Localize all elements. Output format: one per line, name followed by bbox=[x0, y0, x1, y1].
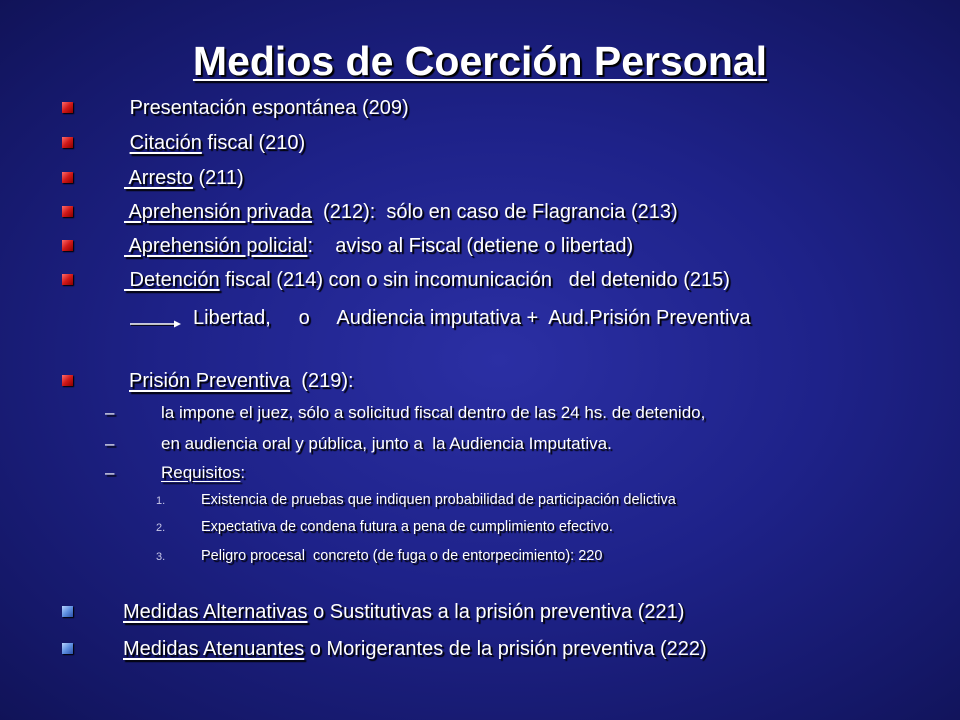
item-arresto: Arresto (211) bbox=[124, 167, 244, 189]
red-square-bullet-icon bbox=[62, 102, 73, 113]
red-square-bullet-icon bbox=[62, 240, 73, 251]
item-prision-preventiva: Prisión Preventiva (219): bbox=[129, 370, 354, 392]
item-medidas-alternativas: Medidas Alternativas o Sustitutivas a la prisión preventiva (221) bbox=[123, 601, 685, 623]
list-number: 1. bbox=[156, 495, 166, 507]
sub-item-juez: la impone el juez, sólo a solicitud fiscal dentro de las 24 hs. de detenido, bbox=[161, 403, 706, 422]
sub-item-requisitos: Requisitos: bbox=[161, 463, 246, 482]
item-medidas-atenuantes: Medidas Atenuantes o Morigerantes de la prisión preventiva (222) bbox=[123, 638, 707, 660]
list-number: 3. bbox=[156, 551, 166, 563]
sub-item-audiencia: en audiencia oral y pública, junto a la Audiencia Imputativa. bbox=[161, 434, 612, 453]
item-citacion: Citación fiscal (210) bbox=[129, 132, 306, 154]
item-detencion: Detención fiscal (214) con o sin incomunicación del detenido (215) bbox=[124, 269, 730, 291]
red-square-bullet-icon bbox=[62, 375, 73, 386]
blue-square-bullet-icon bbox=[62, 606, 73, 617]
requisito-2: Expectativa de condena futura a pena de cumplimiento efectivo. bbox=[201, 519, 613, 535]
blue-square-bullet-icon bbox=[62, 643, 73, 654]
dash-marker: – bbox=[105, 434, 115, 453]
requisito-3: Peligro procesal concreto (de fuga o de entorpecimiento): 220 bbox=[201, 548, 603, 564]
item-aprehension-policial: Aprehensión policial: aviso al Fiscal (detiene o libertad) bbox=[124, 235, 634, 257]
requisito-1: Existencia de pruebas que indiquen probabilidad de participación delictiva bbox=[201, 492, 676, 508]
libertad-line: Libertad, o Audiencia imputativa + Aud.Prisión Preventiva bbox=[193, 307, 751, 329]
red-square-bullet-icon bbox=[62, 137, 73, 148]
slide-title: Medios de Coerción Personal bbox=[192, 38, 768, 84]
list-number: 2. bbox=[156, 522, 166, 534]
red-square-bullet-icon bbox=[62, 274, 73, 285]
red-square-bullet-icon bbox=[62, 172, 73, 183]
red-square-bullet-icon bbox=[62, 206, 73, 217]
item-presentacion: Presentación espontánea (209) bbox=[129, 97, 409, 119]
item-aprehension-privada: Aprehensión privada (212): sólo en caso de Flagrancia (213) bbox=[124, 201, 678, 223]
dash-marker: – bbox=[105, 463, 115, 482]
arrow-right-icon bbox=[130, 320, 182, 328]
dash-marker: – bbox=[105, 403, 115, 422]
